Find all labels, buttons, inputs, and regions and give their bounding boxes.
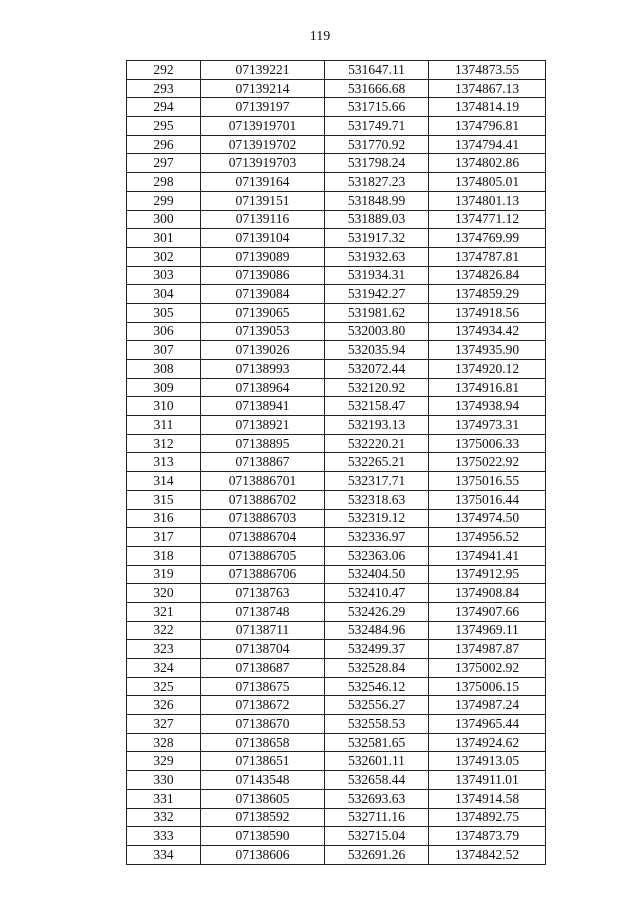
table-row — [127, 360, 546, 379]
point-number-cell: 318 — [127, 546, 201, 565]
point-number-cell: 312 — [127, 434, 201, 453]
table-row — [127, 98, 546, 117]
y-coordinate-cell: 1374802.86 — [429, 154, 546, 173]
point-number-cell: 309 — [127, 378, 201, 397]
point-number-cell: 317 — [127, 528, 201, 547]
x-coordinate-cell: 532220.21 — [325, 434, 429, 453]
table-row — [127, 565, 546, 584]
point-number-cell: 294 — [127, 98, 201, 117]
table-row — [127, 135, 546, 154]
point-code-cell: 0713886703 — [201, 509, 325, 528]
point-code-cell: 0713886702 — [201, 490, 325, 509]
table-row — [127, 247, 546, 266]
point-number-cell: 297 — [127, 154, 201, 173]
point-code-cell: 07138763 — [201, 584, 325, 603]
table-row — [127, 528, 546, 547]
y-coordinate-cell: 1374771.12 — [429, 210, 546, 229]
y-coordinate-cell: 1374941.41 — [429, 546, 546, 565]
table-row — [127, 789, 546, 808]
point-code-cell: 07138687 — [201, 659, 325, 678]
table-row — [127, 61, 546, 80]
y-coordinate-cell: 1374867.13 — [429, 79, 546, 98]
coordinate-table — [126, 60, 546, 865]
point-code-cell: 07143548 — [201, 771, 325, 790]
x-coordinate-cell: 532693.63 — [325, 789, 429, 808]
table-row — [127, 191, 546, 210]
point-number-cell: 306 — [127, 322, 201, 341]
table-row — [127, 733, 546, 752]
point-code-cell: 0713919702 — [201, 135, 325, 154]
y-coordinate-cell: 1374973.31 — [429, 416, 546, 435]
x-coordinate-cell: 532715.04 — [325, 827, 429, 846]
x-coordinate-cell: 531917.32 — [325, 229, 429, 248]
y-coordinate-cell: 1374907.66 — [429, 602, 546, 621]
point-code-cell: 0713919703 — [201, 154, 325, 173]
y-coordinate-cell: 1374965.44 — [429, 715, 546, 734]
x-coordinate-cell: 532193.13 — [325, 416, 429, 435]
point-code-cell: 07138672 — [201, 696, 325, 715]
x-coordinate-cell: 532317.71 — [325, 472, 429, 491]
point-number-cell: 324 — [127, 659, 201, 678]
table-row — [127, 584, 546, 603]
y-coordinate-cell: 1374873.79 — [429, 827, 546, 846]
point-code-cell: 0713886704 — [201, 528, 325, 547]
point-number-cell: 301 — [127, 229, 201, 248]
point-code-cell: 07138964 — [201, 378, 325, 397]
y-coordinate-cell: 1374796.81 — [429, 117, 546, 136]
point-code-cell: 07138590 — [201, 827, 325, 846]
point-number-cell: 304 — [127, 285, 201, 304]
table-row — [127, 827, 546, 846]
point-number-cell: 329 — [127, 752, 201, 771]
point-number-cell: 303 — [127, 266, 201, 285]
point-number-cell: 323 — [127, 640, 201, 659]
point-number-cell: 315 — [127, 490, 201, 509]
point-code-cell: 07138651 — [201, 752, 325, 771]
point-code-cell: 07139221 — [201, 61, 325, 80]
table-row — [127, 79, 546, 98]
table-row — [127, 490, 546, 509]
x-coordinate-cell: 532499.37 — [325, 640, 429, 659]
point-code-cell: 07138993 — [201, 360, 325, 379]
point-number-cell: 334 — [127, 845, 201, 864]
table-row — [127, 285, 546, 304]
y-coordinate-cell: 1374805.01 — [429, 173, 546, 192]
y-coordinate-cell: 1374918.56 — [429, 303, 546, 322]
x-coordinate-cell: 531647.11 — [325, 61, 429, 80]
point-number-cell: 330 — [127, 771, 201, 790]
page-number: 119 — [309, 29, 331, 44]
point-code-cell: 07139214 — [201, 79, 325, 98]
y-coordinate-cell: 1375022.92 — [429, 453, 546, 472]
y-coordinate-cell: 1374787.81 — [429, 247, 546, 266]
table-row — [127, 229, 546, 248]
point-code-cell: 07139026 — [201, 341, 325, 360]
x-coordinate-cell: 532336.97 — [325, 528, 429, 547]
point-number-cell: 325 — [127, 677, 201, 696]
x-coordinate-cell: 532484.96 — [325, 621, 429, 640]
point-number-cell: 298 — [127, 173, 201, 192]
point-number-cell: 328 — [127, 733, 201, 752]
y-coordinate-cell: 1374873.55 — [429, 61, 546, 80]
point-number-cell: 307 — [127, 341, 201, 360]
x-coordinate-cell: 531932.63 — [325, 247, 429, 266]
table-row — [127, 845, 546, 864]
table-row — [127, 266, 546, 285]
y-coordinate-cell: 1374769.99 — [429, 229, 546, 248]
x-coordinate-cell: 531981.62 — [325, 303, 429, 322]
table-row — [127, 509, 546, 528]
table-row — [127, 602, 546, 621]
y-coordinate-cell: 1374956.52 — [429, 528, 546, 547]
point-code-cell: 07138941 — [201, 397, 325, 416]
point-code-cell: 07138895 — [201, 434, 325, 453]
point-code-cell: 07138605 — [201, 789, 325, 808]
y-coordinate-cell: 1375002.92 — [429, 659, 546, 678]
x-coordinate-cell: 532546.12 — [325, 677, 429, 696]
point-code-cell: 07139084 — [201, 285, 325, 304]
table-row — [127, 696, 546, 715]
point-code-cell: 07138675 — [201, 677, 325, 696]
table-row — [127, 640, 546, 659]
point-number-cell: 333 — [127, 827, 201, 846]
table-row — [127, 677, 546, 696]
point-code-cell: 07139104 — [201, 229, 325, 248]
x-coordinate-cell: 532410.47 — [325, 584, 429, 603]
y-coordinate-cell: 1374908.84 — [429, 584, 546, 603]
table-row — [127, 434, 546, 453]
x-coordinate-cell: 531798.24 — [325, 154, 429, 173]
point-number-cell: 321 — [127, 602, 201, 621]
y-coordinate-cell: 1374911.01 — [429, 771, 546, 790]
x-coordinate-cell: 531749.71 — [325, 117, 429, 136]
y-coordinate-cell: 1374892.75 — [429, 808, 546, 827]
y-coordinate-cell: 1374969.11 — [429, 621, 546, 640]
y-coordinate-cell: 1375006.33 — [429, 434, 546, 453]
table-row — [127, 715, 546, 734]
table-row — [127, 117, 546, 136]
y-coordinate-cell: 1374987.24 — [429, 696, 546, 715]
y-coordinate-cell: 1374974.50 — [429, 509, 546, 528]
point-number-cell: 331 — [127, 789, 201, 808]
x-coordinate-cell: 532319.12 — [325, 509, 429, 528]
x-coordinate-cell: 532711.16 — [325, 808, 429, 827]
point-number-cell: 299 — [127, 191, 201, 210]
x-coordinate-cell: 532581.65 — [325, 733, 429, 752]
table-row — [127, 621, 546, 640]
x-coordinate-cell: 532426.29 — [325, 602, 429, 621]
point-code-cell: 07138592 — [201, 808, 325, 827]
x-coordinate-cell: 532528.84 — [325, 659, 429, 678]
point-number-cell: 326 — [127, 696, 201, 715]
y-coordinate-cell: 1374913.05 — [429, 752, 546, 771]
point-code-cell: 0713886701 — [201, 472, 325, 491]
coordinate-table-body — [127, 61, 546, 865]
point-code-cell: 0713886706 — [201, 565, 325, 584]
y-coordinate-cell: 1374914.58 — [429, 789, 546, 808]
x-coordinate-cell: 531666.68 — [325, 79, 429, 98]
point-number-cell: 292 — [127, 61, 201, 80]
table-row — [127, 341, 546, 360]
point-code-cell: 07139065 — [201, 303, 325, 322]
point-number-cell: 293 — [127, 79, 201, 98]
point-code-cell: 07138670 — [201, 715, 325, 734]
y-coordinate-cell: 1374920.12 — [429, 360, 546, 379]
x-coordinate-cell: 531715.66 — [325, 98, 429, 117]
table-row — [127, 397, 546, 416]
x-coordinate-cell: 532120.92 — [325, 378, 429, 397]
point-number-cell: 305 — [127, 303, 201, 322]
y-coordinate-cell: 1374842.52 — [429, 845, 546, 864]
point-number-cell: 332 — [127, 808, 201, 827]
point-code-cell: 07139164 — [201, 173, 325, 192]
point-code-cell: 07139086 — [201, 266, 325, 285]
y-coordinate-cell: 1374987.87 — [429, 640, 546, 659]
y-coordinate-cell: 1374938.94 — [429, 397, 546, 416]
point-number-cell: 316 — [127, 509, 201, 528]
y-coordinate-cell: 1374859.29 — [429, 285, 546, 304]
x-coordinate-cell: 532158.47 — [325, 397, 429, 416]
point-number-cell: 313 — [127, 453, 201, 472]
y-coordinate-cell: 1374934.42 — [429, 322, 546, 341]
y-coordinate-cell: 1375016.55 — [429, 472, 546, 491]
x-coordinate-cell: 532556.27 — [325, 696, 429, 715]
y-coordinate-cell: 1374801.13 — [429, 191, 546, 210]
point-code-cell: 07139116 — [201, 210, 325, 229]
x-coordinate-cell: 532265.21 — [325, 453, 429, 472]
x-coordinate-cell: 531889.03 — [325, 210, 429, 229]
point-code-cell: 07138748 — [201, 602, 325, 621]
table-row — [127, 659, 546, 678]
table-row — [127, 771, 546, 790]
table-row — [127, 453, 546, 472]
point-code-cell: 0713919701 — [201, 117, 325, 136]
point-code-cell: 07138711 — [201, 621, 325, 640]
point-number-cell: 302 — [127, 247, 201, 266]
y-coordinate-cell: 1375016.44 — [429, 490, 546, 509]
point-number-cell: 311 — [127, 416, 201, 435]
y-coordinate-cell: 1374924.62 — [429, 733, 546, 752]
x-coordinate-cell: 532003.80 — [325, 322, 429, 341]
point-code-cell: 07139089 — [201, 247, 325, 266]
x-coordinate-cell: 532035.94 — [325, 341, 429, 360]
y-coordinate-cell: 1374826.84 — [429, 266, 546, 285]
table-row — [127, 322, 546, 341]
point-number-cell: 295 — [127, 117, 201, 136]
x-coordinate-cell: 532318.63 — [325, 490, 429, 509]
table-row — [127, 154, 546, 173]
point-code-cell: 0713886705 — [201, 546, 325, 565]
table-row — [127, 546, 546, 565]
x-coordinate-cell: 532601.11 — [325, 752, 429, 771]
point-code-cell: 07139197 — [201, 98, 325, 117]
y-coordinate-cell: 1374814.19 — [429, 98, 546, 117]
point-code-cell: 07139053 — [201, 322, 325, 341]
point-number-cell: 327 — [127, 715, 201, 734]
point-number-cell: 308 — [127, 360, 201, 379]
y-coordinate-cell: 1374912.95 — [429, 565, 546, 584]
table-row — [127, 472, 546, 491]
point-code-cell: 07138606 — [201, 845, 325, 864]
x-coordinate-cell: 532691.26 — [325, 845, 429, 864]
point-number-cell: 314 — [127, 472, 201, 491]
point-number-cell: 322 — [127, 621, 201, 640]
x-coordinate-cell: 532658.44 — [325, 771, 429, 790]
x-coordinate-cell: 532363.06 — [325, 546, 429, 565]
table-row — [127, 173, 546, 192]
x-coordinate-cell: 531770.92 — [325, 135, 429, 154]
table-row — [127, 378, 546, 397]
point-number-cell: 320 — [127, 584, 201, 603]
x-coordinate-cell: 532558.53 — [325, 715, 429, 734]
y-coordinate-cell: 1374794.41 — [429, 135, 546, 154]
point-number-cell: 319 — [127, 565, 201, 584]
point-number-cell: 300 — [127, 210, 201, 229]
x-coordinate-cell: 531827.23 — [325, 173, 429, 192]
table-row — [127, 210, 546, 229]
point-code-cell: 07138704 — [201, 640, 325, 659]
table-row — [127, 416, 546, 435]
table-row — [127, 808, 546, 827]
point-code-cell: 07138921 — [201, 416, 325, 435]
table-row — [127, 752, 546, 771]
point-code-cell: 07138658 — [201, 733, 325, 752]
y-coordinate-cell: 1375006.15 — [429, 677, 546, 696]
x-coordinate-cell: 532072.44 — [325, 360, 429, 379]
point-code-cell: 07138867 — [201, 453, 325, 472]
x-coordinate-cell: 532404.50 — [325, 565, 429, 584]
point-code-cell: 07139151 — [201, 191, 325, 210]
x-coordinate-cell: 531934.31 — [325, 266, 429, 285]
y-coordinate-cell: 1374935.90 — [429, 341, 546, 360]
point-number-cell: 310 — [127, 397, 201, 416]
y-coordinate-cell: 1374916.81 — [429, 378, 546, 397]
table-row — [127, 303, 546, 322]
point-number-cell: 296 — [127, 135, 201, 154]
x-coordinate-cell: 531848.99 — [325, 191, 429, 210]
x-coordinate-cell: 531942.27 — [325, 285, 429, 304]
